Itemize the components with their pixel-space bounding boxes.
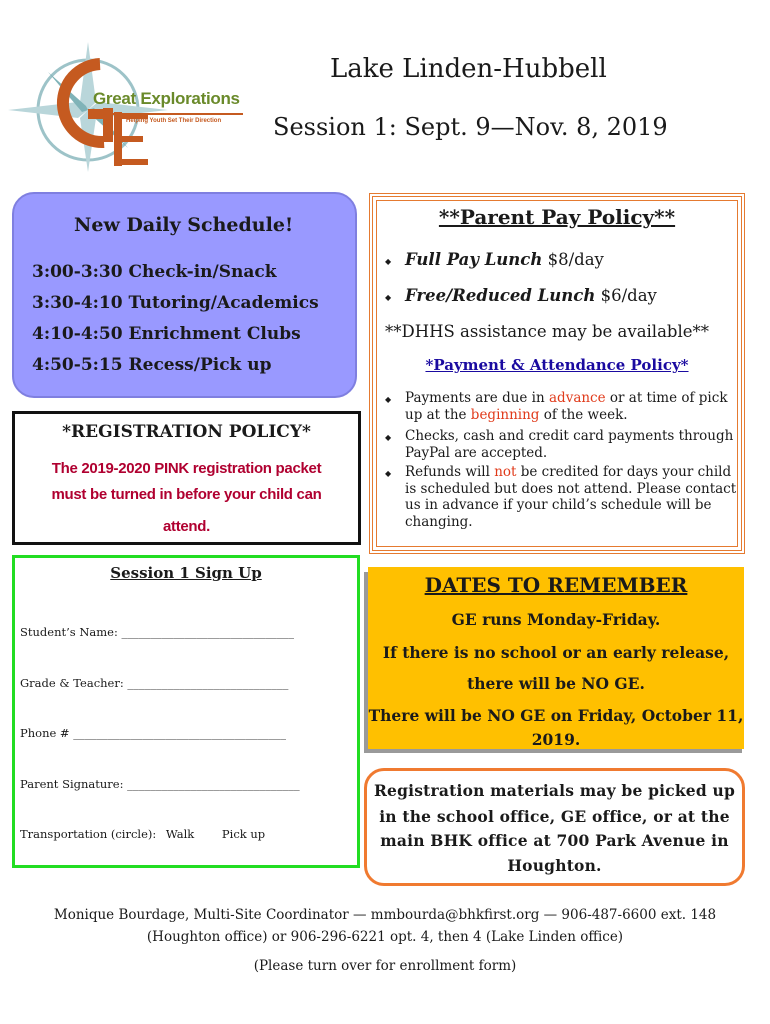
dates-line: 2019. bbox=[531, 730, 581, 749]
office-phone-line: (Houghton office) or 906-296-6221 opt. 4, then 4 (Lake Linden office) bbox=[146, 929, 624, 945]
parent-pay-policy-box bbox=[369, 193, 745, 554]
highlight-advance: advance bbox=[549, 390, 606, 406]
registration-policy-text bbox=[23, 456, 350, 540]
highlight-not: not bbox=[494, 464, 517, 480]
materials-line: Registration materials may be picked up bbox=[373, 781, 736, 800]
transportation-label: Transportation (circle): bbox=[20, 827, 157, 841]
session-signup-form bbox=[12, 555, 360, 868]
bullet-icon: ◆ bbox=[385, 469, 392, 478]
text-run: or at time of pick up at the bbox=[405, 390, 728, 423]
text-run: Refunds will bbox=[405, 464, 495, 480]
turn-over-note: (Please turn over for enrollment form) bbox=[253, 958, 517, 974]
free-reduced-label: Free/Reduced Lunch bbox=[405, 286, 596, 305]
materials-line: main BHK office at 700 Park Avenue in bbox=[380, 831, 729, 850]
text-run: of the week. bbox=[539, 406, 628, 423]
walk-option[interactable]: Walk bbox=[165, 827, 195, 841]
dates-line: There will be NO GE on Friday, October 11, bbox=[368, 706, 744, 725]
session-dates: Session 1: Sept. 9—Nov. 8, 2019 bbox=[273, 113, 668, 141]
dates-line: there will be NO GE. bbox=[467, 674, 645, 693]
full-pay-price: $8/day bbox=[542, 250, 604, 269]
bullet-icon: ◆ bbox=[385, 293, 392, 302]
highlight-beginning: beginning bbox=[470, 406, 540, 423]
materials-line: Houghton. bbox=[507, 856, 602, 875]
parent-signature-field[interactable]: Parent Signature: ______________________________ bbox=[20, 777, 300, 791]
payment-due-item bbox=[405, 390, 737, 423]
daily-schedule-box bbox=[12, 192, 357, 398]
registration-line: The 2019-2020 PINK registration packet bbox=[51, 460, 322, 477]
schedule-item: 4:10-4:50 Enrichment Clubs bbox=[32, 324, 301, 344]
great-explorations-logo bbox=[8, 42, 258, 172]
pay-policy-heading: **Parent Pay Policy** bbox=[438, 205, 676, 229]
bullet-icon: ◆ bbox=[385, 395, 392, 404]
schedule-heading: New Daily Schedule! bbox=[74, 214, 294, 236]
schedule-item: 4:50-5:15 Recess/Pick up bbox=[32, 355, 272, 375]
refunds-item bbox=[405, 464, 737, 530]
schedule-item: 3:30-4:10 Tutoring/Academics bbox=[32, 293, 319, 313]
registration-policy-box bbox=[12, 411, 361, 545]
payment-methods-item: Checks, cash and credit card payments through PayPal are accepted. bbox=[405, 428, 734, 461]
text-run: Payments are due in bbox=[405, 390, 549, 406]
pickup-option[interactable]: Pick up bbox=[221, 827, 266, 841]
dates-line: If there is no school or an early release, bbox=[382, 643, 730, 662]
transportation-field bbox=[20, 827, 265, 841]
bullet-icon: ◆ bbox=[385, 257, 392, 266]
grade-teacher-field[interactable]: Grade & Teacher: ____________________________ bbox=[20, 676, 289, 690]
logo-tagline: Helping Youth Set Their Direction bbox=[126, 118, 222, 124]
materials-line: in the school office, GE office, or at the bbox=[379, 807, 730, 826]
free-reduced-price: $6/day bbox=[595, 286, 657, 305]
full-pay-label: Full Pay Lunch bbox=[405, 250, 543, 269]
logo-brand-text: Great Explorations bbox=[93, 89, 240, 108]
bullet-icon: ◆ bbox=[385, 433, 392, 442]
payment-attendance-heading: *Payment & Attendance Policy* bbox=[425, 356, 689, 374]
dates-to-remember-box bbox=[368, 567, 744, 749]
page-title: Lake Linden-Hubbell bbox=[330, 54, 607, 84]
full-pay-lunch bbox=[405, 250, 604, 269]
registration-line: attend. bbox=[162, 518, 211, 535]
phone-field[interactable]: Phone # _____________________________________ bbox=[20, 726, 286, 740]
dates-heading: DATES TO REMEMBER bbox=[424, 573, 688, 597]
student-name-field[interactable]: Student’s Name: ______________________________ bbox=[20, 625, 294, 639]
coordinator-contact: Monique Bourdage, Multi-Site Coordinator — mmbourda@bhkfirst.org — 906-487-6600 ext. 148 bbox=[53, 907, 717, 923]
registration-materials-box bbox=[364, 768, 745, 886]
text-run: be credited for days your child is scheduled but does not attend. Please contact us in advance if your child’s schedule will be changing. bbox=[405, 464, 737, 530]
free-reduced-lunch bbox=[405, 286, 657, 305]
dhhs-note: **DHHS assistance may be available** bbox=[385, 322, 710, 341]
schedule-item: 3:00-3:30 Check-in/Snack bbox=[32, 262, 277, 282]
registration-policy-heading: *REGISTRATION POLICY* bbox=[62, 422, 311, 442]
dates-line: GE runs Monday-Friday. bbox=[451, 610, 661, 629]
registration-line: must be turned in before your child can bbox=[51, 486, 322, 503]
signup-heading: Session 1 Sign Up bbox=[110, 564, 262, 582]
